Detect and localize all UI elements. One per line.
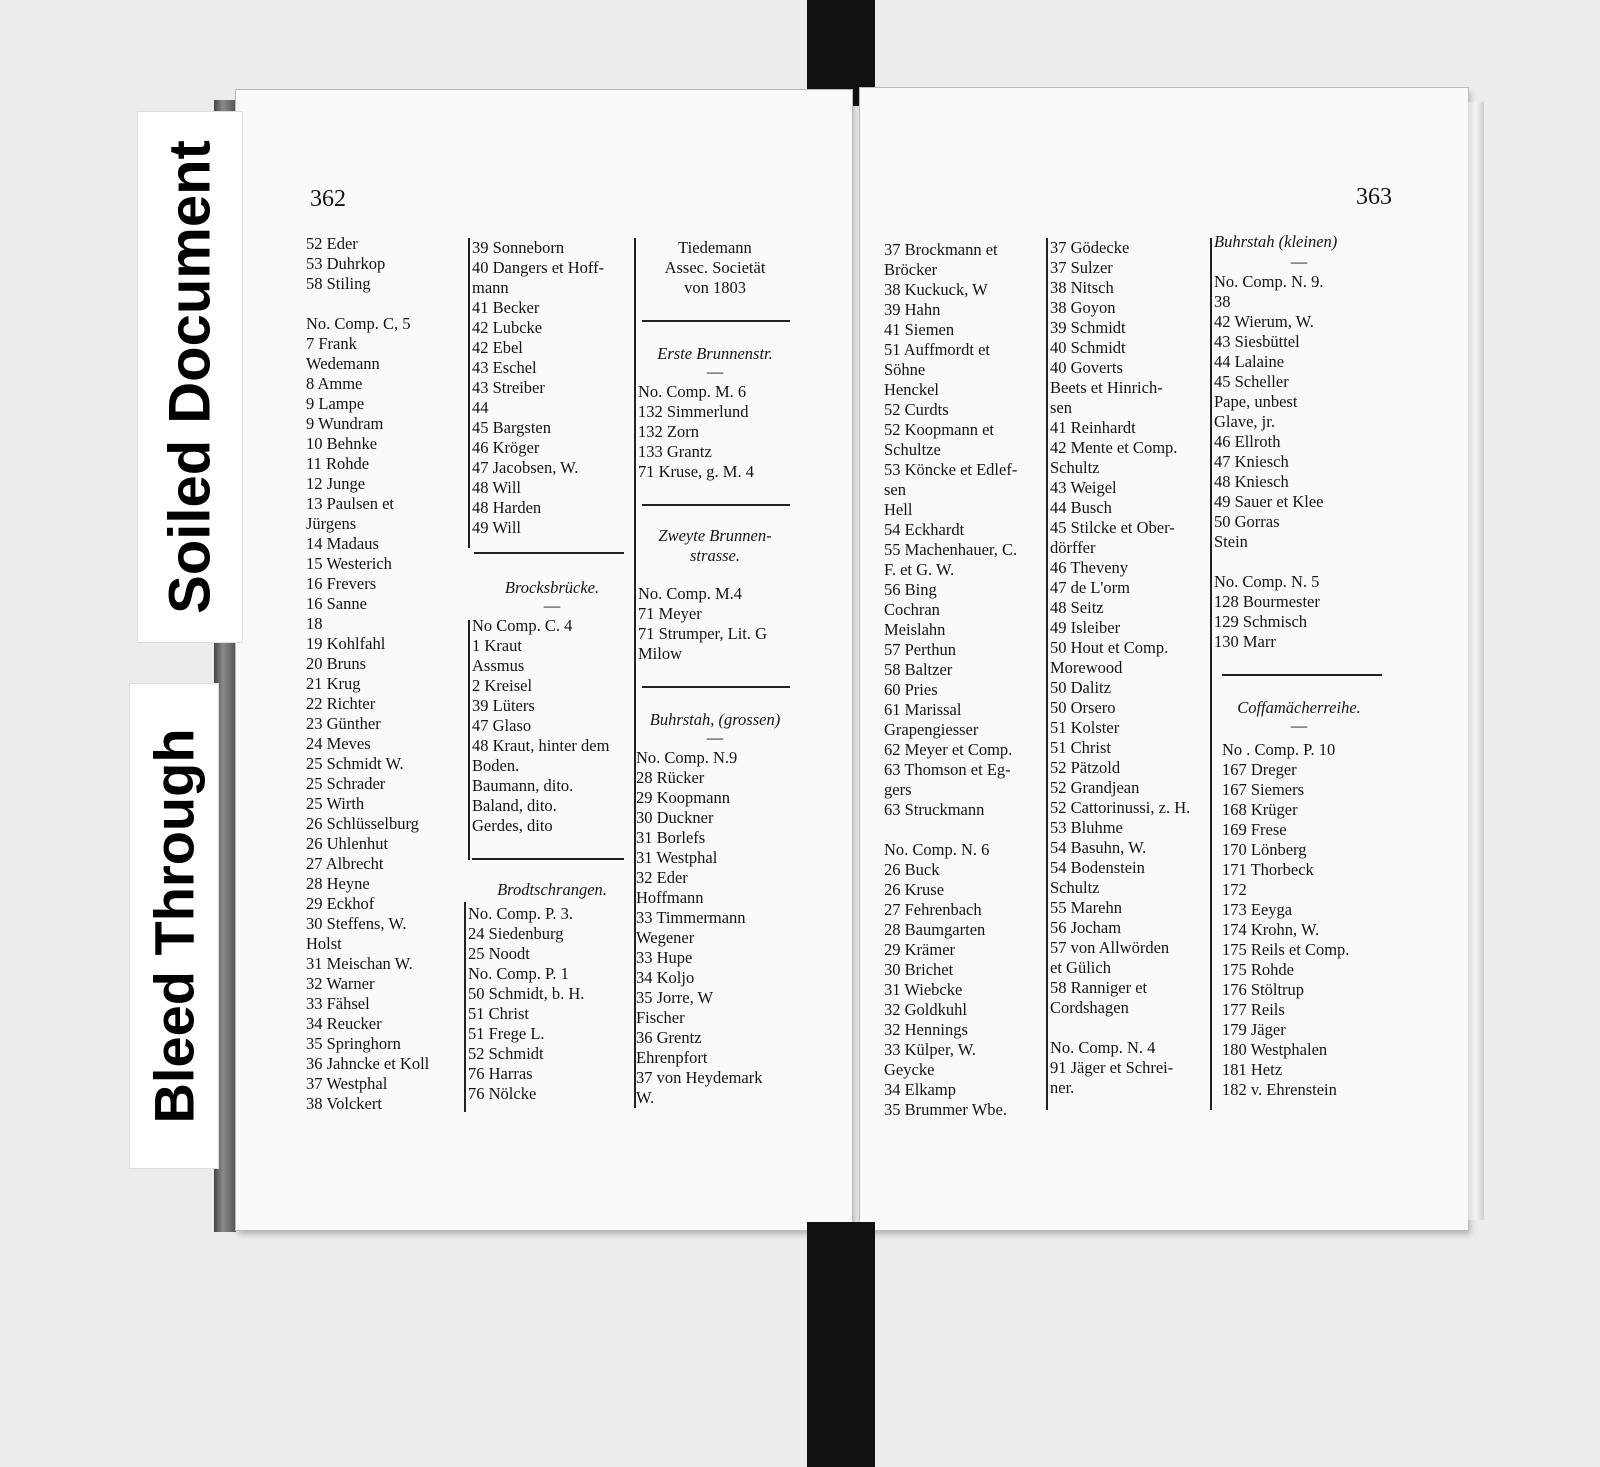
entry-line: 52 Grandjean: [1050, 778, 1140, 797]
left-col1: [306, 234, 466, 1114]
entry-line: 42 Lubcke: [472, 318, 543, 337]
column-rule: [464, 902, 466, 1112]
section-title: [638, 526, 792, 566]
entry-line: 129 Schmisch: [1214, 612, 1308, 631]
entry-line: 38 Kuckuck, W: [884, 280, 988, 299]
entry-line: 39 Sonneborn: [472, 238, 565, 257]
entry-line: 44: [472, 398, 489, 417]
entry-line: 71 Strumper, Lit. G: [638, 624, 768, 643]
entry-line: 48 Will: [472, 478, 521, 497]
entry-line: 32 Hennings: [884, 1020, 968, 1039]
entry-line: 34 Koljo: [636, 968, 695, 987]
entry-line: Hell: [884, 500, 913, 519]
entry-line: 48 Kniesch: [1214, 472, 1289, 491]
entry-line: 53 Duhrkop: [306, 254, 386, 273]
entry-line: 41 Siemen: [884, 320, 955, 339]
entry-line: 46 Ellroth: [1214, 432, 1281, 451]
entry-line: Milow: [638, 644, 683, 663]
entry-line: 132 Simmerlund: [638, 402, 749, 421]
right-col2: [1050, 238, 1220, 1098]
entry-line: 50 Hout et Comp.: [1050, 638, 1169, 657]
dash: —: [706, 362, 724, 381]
entry-line: 61 Marissal: [884, 700, 962, 719]
entry-line: 27 Albrecht: [306, 854, 384, 873]
entry-line: No. Comp. C, 5: [306, 314, 411, 333]
bleed-through-text: Bleed Through: [142, 728, 206, 1124]
entry-line: 33 Hupe: [636, 948, 693, 967]
entry-line: Schultz: [1050, 878, 1100, 897]
entry-line: 169 Frese: [1222, 820, 1287, 839]
entry-line: 39 Hahn: [884, 300, 941, 319]
entry-line: 47 Glaso: [472, 716, 532, 735]
entry-line: 47 de L'orm: [1050, 578, 1130, 597]
entry-line: 50 Gorras: [1214, 512, 1280, 531]
entry-line: 179 Jäger: [1222, 1020, 1286, 1039]
entry-line: 50 Schmidt, b. H.: [468, 984, 585, 1003]
entry-line: No. Comp. P. 3.: [468, 904, 573, 923]
entry-line: 173 Eeyga: [1222, 900, 1293, 919]
section-title: Brocksbrücke.: [504, 578, 600, 597]
entry-line: W.: [636, 1088, 655, 1107]
entry-line: 36 Jahncke et Koll: [306, 1054, 430, 1073]
entry-line: 177 Reils: [1222, 1000, 1285, 1019]
entry-line: Morewood: [1050, 658, 1123, 677]
entry-line: Wegener: [636, 928, 695, 947]
entry-line: 2 Kreisel: [472, 676, 533, 695]
section-title: Coffamächerreihe.: [1237, 698, 1361, 717]
entry-line: [1050, 1018, 1220, 1038]
entry-line: 53 Bluhme: [1050, 818, 1123, 837]
entry-line: 51 Christ: [468, 1004, 529, 1023]
entry-line: 174 Krohn, W.: [1222, 920, 1320, 939]
entry-line: 172: [1222, 880, 1247, 899]
entry-line: No . Comp. P. 10: [1222, 740, 1336, 759]
entry-line: 42 Ebel: [472, 338, 523, 357]
entry-line: 167 Siemers: [1222, 780, 1305, 799]
entry-line: 55 Machenhauer, C.: [884, 540, 1018, 559]
entry-line: 42 Wierum, W.: [1214, 312, 1314, 331]
entry-line: 26 Uhlenhut: [306, 834, 389, 853]
entry-line: 133 Grantz: [638, 442, 712, 461]
entry-line: 40 Goverts: [1050, 358, 1123, 377]
entry-line: 31 Borlefs: [636, 828, 706, 847]
entry-line: 24 Siedenburg: [468, 924, 564, 943]
entry-line: 28 Heyne: [306, 874, 370, 893]
bleed-through-label: [130, 684, 218, 1168]
entry-line: 29 Krämer: [884, 940, 956, 959]
entry-line: von 1803: [684, 278, 746, 297]
entry-line: Henckel: [884, 380, 939, 399]
entry-line: 56 Bing: [884, 580, 937, 599]
entry-line: 33 Fähsel: [306, 994, 370, 1013]
entry-line: 41 Reinhardt: [1050, 418, 1136, 437]
section-title: Brodtschrangen.: [497, 880, 607, 899]
entry-line: 52 Cattorinussi, z. H.: [1050, 798, 1191, 817]
entry-line: 71 Meyer: [638, 604, 702, 623]
entry-line: 25 Schmidt W.: [306, 754, 404, 773]
entry-line: Hoffmann: [636, 888, 704, 907]
entry-line: 38: [1214, 292, 1231, 311]
entry-line: dörffer: [1050, 538, 1096, 557]
entry-line: 53 Köncke et Edlef-: [884, 460, 1018, 479]
entry-line: 14 Madaus: [306, 534, 379, 553]
entry-line: 34 Reucker: [306, 1014, 382, 1033]
entry-line: 34 Elkamp: [884, 1080, 956, 1099]
entry-line: No. Comp. N. 9.: [1214, 272, 1324, 291]
entry-line: 49 Sauer et Klee: [1214, 492, 1324, 511]
entry-line: 1 Kraut: [472, 636, 522, 655]
entry-line: 37 Brockmann et: [884, 240, 998, 259]
entry-line: 39 Lüters: [472, 696, 535, 715]
entry-line: F. et G. W.: [884, 560, 955, 579]
entry-line: mann: [472, 278, 509, 297]
entry-line: Ehrenpfort: [636, 1048, 708, 1067]
entry-line: [884, 820, 1050, 840]
entry-line: 35 Springhorn: [306, 1034, 401, 1053]
entry-line: 28 Baumgarten: [884, 920, 986, 939]
entry-line: 23 Günther: [306, 714, 381, 733]
entry-line: 52 Schmidt: [468, 1044, 544, 1063]
entry-line: 29 Koopmann: [636, 788, 730, 807]
entry-line: 29 Eckhof: [306, 894, 375, 913]
entry-line: 167 Dreger: [1222, 760, 1297, 779]
entry-line: 171 Thorbeck: [1222, 860, 1314, 879]
entry-line: 37 Westphal: [306, 1074, 388, 1093]
entry-line: 21 Krug: [306, 674, 361, 693]
entry-line: strasse.: [690, 546, 740, 565]
entry-line: 37 von Heydemark: [636, 1068, 763, 1087]
entry-line: 40 Dangers et Hoff-: [472, 258, 605, 277]
entry-line: 30 Brichet: [884, 960, 954, 979]
entry-line: 47 Jacobsen, W.: [472, 458, 579, 477]
column-rule: [1210, 238, 1212, 1110]
entry-line: 35 Jorre, W: [636, 988, 714, 1007]
entry-line: 37 Sulzer: [1050, 258, 1113, 277]
entry-line: Holst: [306, 934, 342, 953]
section-title: Buhrstah, (grossen): [649, 710, 781, 729]
entry-line: Baland, dito.: [472, 796, 557, 815]
entry-line: 44 Busch: [1050, 498, 1112, 517]
entry-line: 76 Harras: [468, 1064, 533, 1083]
dash: —: [1290, 716, 1308, 735]
entry-line: 18: [306, 614, 323, 633]
column-rule: [1046, 238, 1048, 1110]
entry-line: 52 Pätzold: [1050, 758, 1121, 777]
entry-line: 168 Krüger: [1222, 800, 1298, 819]
entry-line: 60 Pries: [884, 680, 938, 699]
entry-line: 182 v. Ehrenstein: [1222, 1080, 1337, 1099]
entry-line: 43 Streiber: [472, 378, 545, 397]
section-rule: [1222, 674, 1382, 676]
entry-line: 48 Seitz: [1050, 598, 1104, 617]
entry-line: 22 Richter: [306, 694, 376, 713]
entry-line: 9 Lampe: [306, 394, 365, 413]
entry-line: 33 Timmermann: [636, 908, 746, 927]
section-title: Buhrstah (kleinen): [1214, 232, 1338, 251]
entry-line: 47 Kniesch: [1214, 452, 1289, 471]
entry-line: 58 Baltzer: [884, 660, 953, 679]
entry-line: No. Comp. P. 1: [468, 964, 569, 983]
entry-line: 26 Buck: [884, 860, 940, 879]
entry-line: 43 Eschel: [472, 358, 537, 377]
entry-line: No. Comp. N.9: [636, 748, 738, 767]
column-rule: [468, 620, 470, 860]
entry-line: 51 Christ: [1050, 738, 1111, 757]
entry-line: No. Comp. M. 6: [638, 382, 747, 401]
entry-line: 46 Kröger: [472, 438, 540, 457]
entry-line: 25 Schrader: [306, 774, 386, 793]
section-title: Erste Brunnenstr.: [657, 344, 773, 363]
right-col3a: [1214, 272, 1384, 652]
entry-line: 54 Basuhn, W.: [1050, 838, 1147, 857]
entry-line: 132 Zorn: [638, 422, 699, 441]
entry-line: Assmus: [472, 656, 525, 675]
entry-line: 76 Nölcke: [468, 1084, 537, 1103]
entry-line: Beets et Hinrich-: [1050, 378, 1163, 397]
entry-line: 57 von Allwörden: [1050, 938, 1170, 957]
entry-line: 51 Frege L.: [468, 1024, 545, 1043]
entry-line: No. Comp. N. 6: [884, 840, 990, 859]
entry-line: 50 Dalitz: [1050, 678, 1111, 697]
entry-line: 37 Gödecke: [1050, 238, 1130, 257]
left-col3d: [636, 748, 806, 1108]
left-col3b: [638, 382, 798, 482]
entry-line: Grapengiesser: [884, 720, 979, 739]
entry-line: 26 Schlüsselburg: [306, 814, 419, 833]
entry-line: 40 Schmidt: [1050, 338, 1126, 357]
entry-line: 49 Will: [472, 518, 521, 537]
entry-line: Cordshagen: [1050, 998, 1129, 1017]
entry-line: Pape, unbest: [1214, 392, 1298, 411]
right-page: [860, 88, 1468, 1230]
entry-line: Söhne: [884, 360, 926, 379]
entry-line: 63 Thomson et Eg-: [884, 760, 1011, 779]
soiled-document-text: Soiled Document: [157, 140, 223, 614]
entry-line: ner.: [1050, 1078, 1075, 1097]
entry-line: 35 Brummer Wbe.: [884, 1100, 1007, 1119]
entry-line: et Gülich: [1050, 958, 1111, 977]
left-col2a: [472, 238, 632, 538]
entry-line: 31 Westphal: [636, 848, 718, 867]
entry-line: 36 Grentz: [636, 1028, 702, 1047]
entry-line: 33 Külper, W.: [884, 1040, 976, 1059]
entry-line: 25 Noodt: [468, 944, 530, 963]
entry-line: 62 Meyer et Comp.: [884, 740, 1013, 759]
entry-line: 51 Kolster: [1050, 718, 1120, 737]
entry-line: Wedemann: [306, 354, 380, 373]
right-col3b: [1222, 740, 1392, 1100]
entry-line: 27 Fehrenbach: [884, 900, 982, 919]
entry-line: sen: [1050, 398, 1072, 417]
entry-line: [1214, 552, 1384, 572]
section-rule: [472, 858, 624, 860]
entry-line: Fischer: [636, 1008, 685, 1027]
entry-line: 91 Jäger et Schrei-: [1050, 1058, 1174, 1077]
entry-line: 31 Meischan W.: [306, 954, 413, 973]
entry-line: 28 Rücker: [636, 768, 705, 787]
page-number: 363: [1356, 184, 1392, 210]
entry-line: Cochran: [884, 600, 940, 619]
entry-line: No. Comp. N. 4: [1050, 1038, 1156, 1057]
section-rule: [642, 504, 790, 506]
entry-line: Boden.: [472, 756, 520, 775]
dash: —: [706, 728, 724, 747]
entry-line: Glave, jr.: [1214, 412, 1275, 431]
entry-line: 56 Jocham: [1050, 918, 1122, 937]
left-col3a: [638, 238, 792, 298]
entry-line: 55 Marehn: [1050, 898, 1122, 917]
entry-line: Tiedemann: [678, 238, 752, 257]
entry-line: Baumann, dito.: [472, 776, 574, 795]
entry-line: 176 Stöltrup: [1222, 980, 1305, 999]
entry-line: 10 Behnke: [306, 434, 378, 453]
entry-line: No Comp. C. 4: [472, 616, 573, 635]
entry-line: 41 Becker: [472, 298, 540, 317]
entry-line: 50 Orsero: [1050, 698, 1116, 717]
entry-line: 11 Rohde: [306, 454, 370, 473]
entry-line: Gerdes, dito: [472, 816, 553, 835]
entry-line: 52 Curdts: [884, 400, 949, 419]
entry-line: 42 Mente et Comp.: [1050, 438, 1178, 457]
entry-line: 63 Struckmann: [884, 800, 985, 819]
entry-line: 16 Sanne: [306, 594, 367, 613]
section-rule: [474, 552, 624, 554]
entry-line: Schultze: [884, 440, 941, 459]
entry-line: 45 Bargsten: [472, 418, 551, 437]
entry-line: 45 Stilcke et Ober-: [1050, 518, 1175, 537]
entry-line: gers: [884, 780, 912, 799]
entry-line: 20 Bruns: [306, 654, 367, 673]
right-col1: [884, 240, 1050, 1120]
dash: —: [543, 596, 561, 615]
entry-line: 128 Bourmester: [1214, 592, 1320, 611]
entry-line: 19 Kohlfahl: [306, 634, 386, 653]
left-col3c: [638, 584, 798, 664]
entry-line: 175 Reils et Comp.: [1222, 940, 1350, 959]
entry-line: 39 Schmidt: [1050, 318, 1126, 337]
entry-line: Jürgens: [306, 514, 357, 533]
left-col2b: [472, 616, 632, 836]
entry-line: 38 Nitsch: [1050, 278, 1114, 297]
entry-line: No. Comp. N. 5: [1214, 572, 1320, 591]
dash: —: [1290, 252, 1308, 271]
entry-line: 58 Ranniger et: [1050, 978, 1148, 997]
entry-line: 48 Harden: [472, 498, 542, 517]
entry-line: 48 Kraut, hinter dem: [472, 736, 610, 755]
entry-line: 51 Auffmordt et: [884, 340, 991, 359]
entry-line: 24 Meves: [306, 734, 371, 753]
entry-line: 44 Lalaine: [1214, 352, 1285, 371]
entry-line: 180 Westphalen: [1222, 1040, 1328, 1059]
entry-line: Meislahn: [884, 620, 946, 639]
binding-strip-bottom: [807, 1222, 875, 1467]
soiled-document-label: [138, 112, 242, 642]
entry-line: 130 Marr: [1214, 632, 1276, 651]
entry-line: Schultz: [1050, 458, 1100, 477]
entry-line: 181 Hetz: [1222, 1060, 1283, 1079]
entry-line: Stein: [1214, 532, 1248, 551]
entry-line: 13 Paulsen et: [306, 494, 394, 513]
column-rule: [468, 238, 470, 548]
entry-line: 31 Wiebcke: [884, 980, 963, 999]
entry-line: 43 Weigel: [1050, 478, 1117, 497]
entry-line: Geycke: [884, 1060, 935, 1079]
entry-line: 52 Eder: [306, 234, 358, 253]
entry-line: 32 Warner: [306, 974, 375, 993]
entry-line: 52 Koopmann et: [884, 420, 994, 439]
entry-line: 8 Amme: [306, 374, 363, 393]
entry-line: 30 Steffens, W.: [306, 914, 407, 933]
entry-line: No. Comp. M.4: [638, 584, 743, 603]
entry-line: 7 Frank: [306, 334, 357, 353]
entry-line: 32 Goldkuhl: [884, 1000, 967, 1019]
entry-line: 170 Lönberg: [1222, 840, 1307, 859]
entry-line: 30 Duckner: [636, 808, 714, 827]
entry-line: [306, 294, 466, 314]
section-rule: [642, 686, 790, 688]
entry-line: 25 Wirth: [306, 794, 365, 813]
entry-line: 26 Kruse: [884, 880, 945, 899]
entry-line: 43 Siesbüttel: [1214, 332, 1300, 351]
entry-line: 15 Westerich: [306, 554, 392, 573]
entry-line: Zweyte Brunnen-: [658, 526, 772, 545]
entry-line: 54 Eckhardt: [884, 520, 965, 539]
entry-line: 46 Theveny: [1050, 558, 1129, 577]
entry-line: 9 Wundram: [306, 414, 384, 433]
entry-line: 175 Rohde: [1222, 960, 1294, 979]
entry-line: 71 Kruse, g. M. 4: [638, 462, 754, 481]
section-rule: [642, 320, 790, 322]
entry-line: 38 Volckert: [306, 1094, 382, 1113]
left-col2c: [468, 904, 638, 1104]
entry-line: 38 Goyon: [1050, 298, 1116, 317]
entry-line: 57 Perthun: [884, 640, 956, 659]
entry-line: 45 Scheller: [1214, 372, 1289, 391]
entry-line: sen: [884, 480, 906, 499]
entry-line: 12 Junge: [306, 474, 366, 493]
entry-line: 54 Bodenstein: [1050, 858, 1145, 877]
entry-line: 58 Stiling: [306, 274, 371, 293]
entry-line: Assec. Societät: [664, 258, 766, 277]
entry-line: 49 Isleiber: [1050, 618, 1121, 637]
entry-line: 16 Frevers: [306, 574, 377, 593]
page-number: 362: [310, 186, 346, 212]
entry-line: 32 Eder: [636, 868, 688, 887]
entry-line: Bröcker: [884, 260, 938, 279]
left-page: [236, 90, 852, 1230]
